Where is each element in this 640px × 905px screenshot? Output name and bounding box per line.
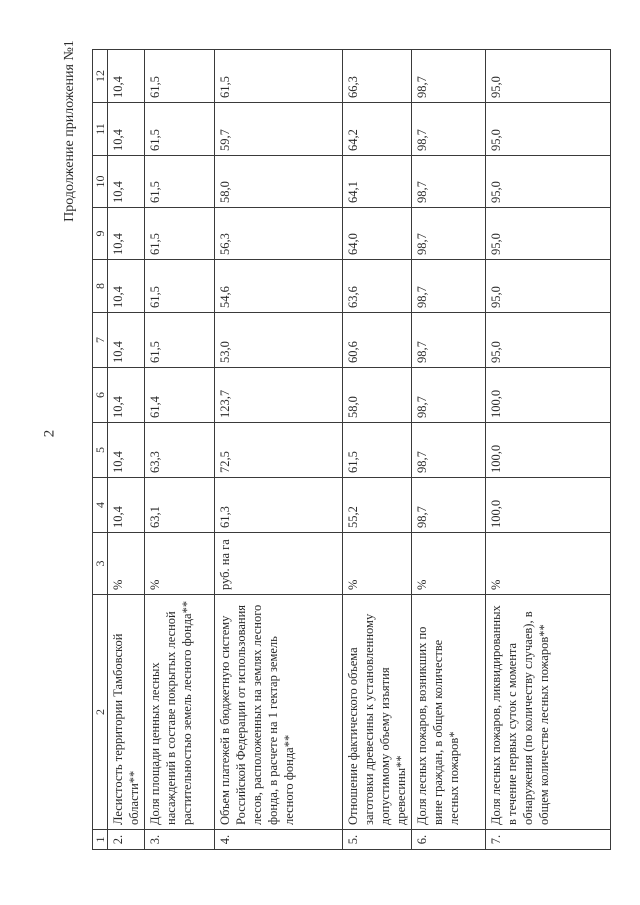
table-row [486, 50, 611, 850]
header-cell: 3 [93, 533, 108, 595]
value-cell: 10,4 [108, 368, 145, 423]
indicator-name: Отношение фактического объема заготовки древесины к установленному допустимому объему изъятия древесины** [343, 595, 412, 830]
value-cell: 98,7 [412, 156, 486, 208]
indicator-name: Доля лесных пожаров, ликвидированных в течение первых суток с момента обнаружения (по количеству случаев), в общем количестве лесных пожаров** [486, 595, 611, 830]
table-row [108, 50, 145, 850]
header-cell: 5 [93, 423, 108, 478]
header-row [93, 50, 108, 850]
value-cell: 98,7 [412, 478, 486, 533]
value-cell: 66,3 [343, 50, 412, 103]
value-cell: 10,4 [108, 156, 145, 208]
unit: % [412, 533, 486, 595]
row-number: 6. [412, 830, 486, 850]
value-cell: 100,0 [486, 478, 611, 533]
value-cell: 55,2 [343, 478, 412, 533]
unit: % [145, 533, 215, 595]
unit: % [486, 533, 611, 595]
value-cell: 61,5 [145, 156, 215, 208]
value-cell: 61,5 [145, 50, 215, 103]
value-cell: 95,0 [486, 156, 611, 208]
value-cell: 98,7 [412, 368, 486, 423]
indicators-table [92, 49, 611, 850]
value-cell: 10,4 [108, 423, 145, 478]
value-cell: 63,6 [343, 260, 412, 313]
value-cell: 61,4 [145, 368, 215, 423]
table-row [215, 50, 343, 850]
indicator-name: Лесистость территории Тамбовской области** [108, 595, 145, 830]
value-cell: 61,5 [145, 260, 215, 313]
value-cell: 64,0 [343, 208, 412, 260]
header-cell: 1 [93, 830, 108, 850]
value-cell: 98,7 [412, 103, 486, 156]
row-number: 4. [215, 830, 343, 850]
value-cell: 98,7 [412, 260, 486, 313]
row-number: 3. [145, 830, 215, 850]
value-cell: 10,4 [108, 260, 145, 313]
table-row [412, 50, 486, 850]
value-cell: 95,0 [486, 313, 611, 368]
value-cell: 60,6 [343, 313, 412, 368]
value-cell: 95,0 [486, 50, 611, 103]
value-cell: 61,5 [343, 423, 412, 478]
value-cell: 58,0 [343, 368, 412, 423]
value-cell: 98,7 [412, 50, 486, 103]
header-cell: 9 [93, 208, 108, 260]
header-cell: 12 [93, 50, 108, 103]
value-cell: 98,7 [412, 423, 486, 478]
value-cell: 10,4 [108, 313, 145, 368]
value-cell: 98,7 [412, 208, 486, 260]
value-cell: 64,1 [343, 156, 412, 208]
value-cell: 53,0 [215, 313, 343, 368]
value-cell: 61,5 [215, 50, 343, 103]
header-cell: 7 [93, 313, 108, 368]
unit: % [343, 533, 412, 595]
value-cell: 61,5 [145, 208, 215, 260]
value-cell: 95,0 [486, 103, 611, 156]
value-cell: 100,0 [486, 423, 611, 478]
value-cell: 10,4 [108, 208, 145, 260]
value-cell: 10,4 [108, 478, 145, 533]
value-cell: 59,7 [215, 103, 343, 156]
value-cell: 10,4 [108, 50, 145, 103]
table-row [145, 50, 215, 850]
table-row [343, 50, 412, 850]
value-cell: 61,5 [145, 313, 215, 368]
row-number: 5. [343, 830, 412, 850]
indicator-name: Объем платежей в бюджетную систему Российской Федерации от использования лесов, расположенных на землях лесного фонда, в расчете на 1 гектар земель лесного фонда** [215, 595, 343, 830]
value-cell: 61,3 [215, 478, 343, 533]
value-cell: 98,7 [412, 313, 486, 368]
value-cell: 63,3 [145, 423, 215, 478]
indicator-name: Доля площади ценных лесных насаждений в составе покрытых лесной растительностью земель лесного фонда** [145, 595, 215, 830]
value-cell: 56,3 [215, 208, 343, 260]
value-cell: 100,0 [486, 368, 611, 423]
value-cell: 63,1 [145, 478, 215, 533]
value-cell: 61,5 [145, 103, 215, 156]
header-cell: 11 [93, 103, 108, 156]
unit: % [108, 533, 145, 595]
value-cell: 54,6 [215, 260, 343, 313]
row-number: 2. [108, 830, 145, 850]
value-cell: 72,5 [215, 423, 343, 478]
header-cell: 6 [93, 368, 108, 423]
header-cell: 2 [93, 595, 108, 830]
value-cell: 123,7 [215, 368, 343, 423]
row-number: 7. [486, 830, 611, 850]
value-cell: 95,0 [486, 208, 611, 260]
appendix-continuation-note: Продолжение приложения №1 [62, 40, 77, 222]
value-cell: 58,0 [215, 156, 343, 208]
page-number: 2 [41, 429, 58, 438]
value-cell: 95,0 [486, 260, 611, 313]
value-cell: 64,2 [343, 103, 412, 156]
header-cell: 4 [93, 478, 108, 533]
indicators-table-rotated [92, 50, 611, 850]
indicator-name: Доля лесных пожаров, возникших по вине граждан, в общем количестве лесных пожаров* [412, 595, 486, 830]
unit: руб. на га [215, 533, 343, 595]
header-cell: 8 [93, 260, 108, 313]
value-cell: 10,4 [108, 103, 145, 156]
header-cell: 10 [93, 156, 108, 208]
